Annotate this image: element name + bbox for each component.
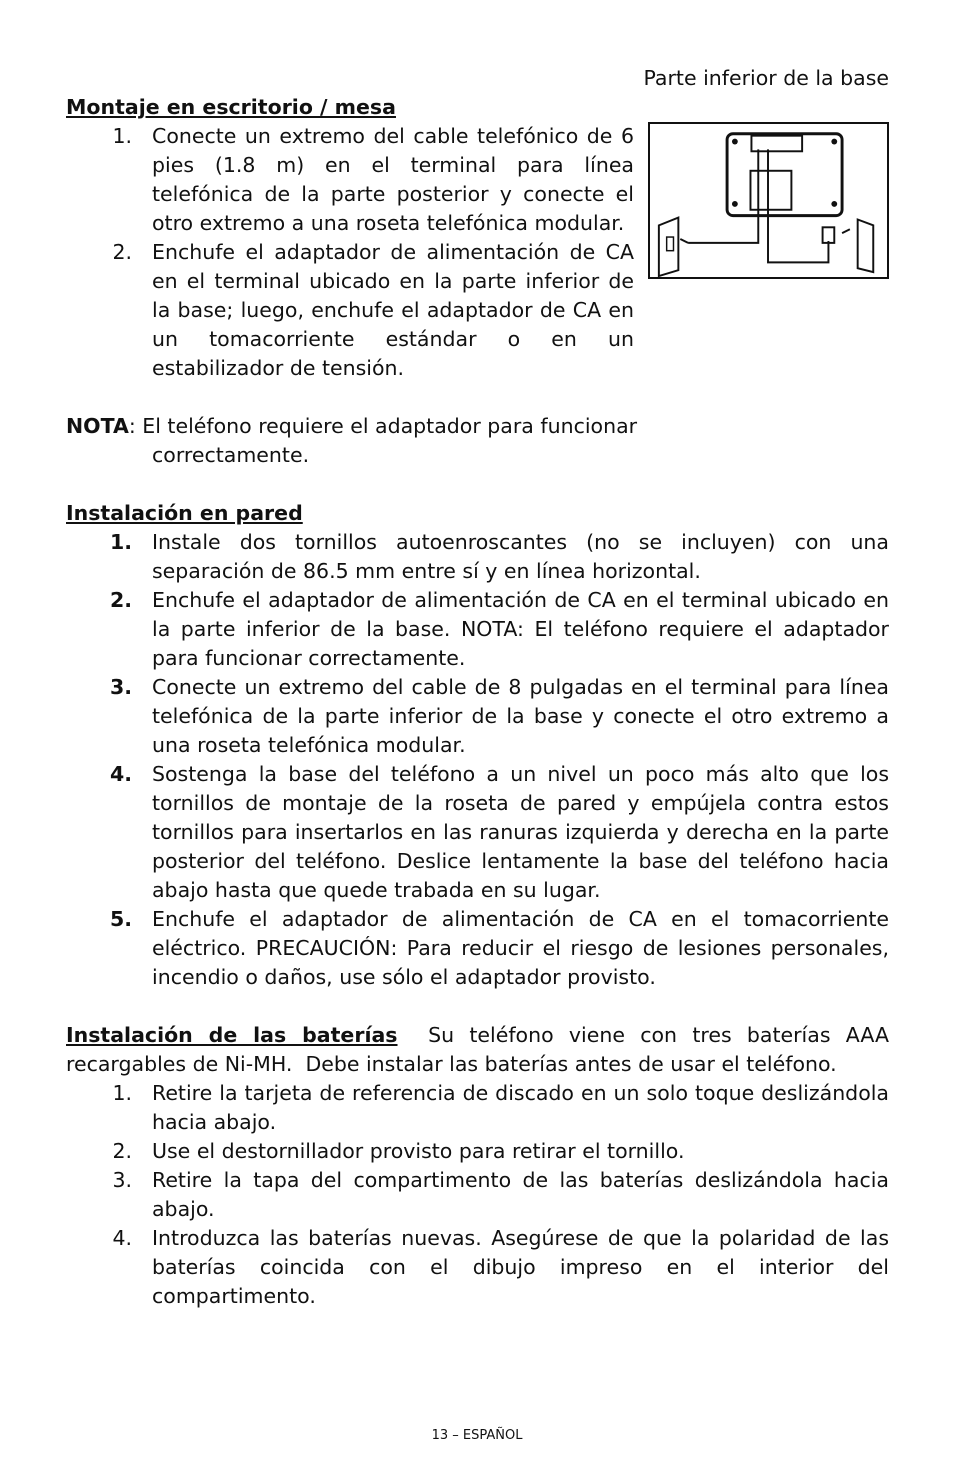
page-content: [66, 64, 896, 1311]
item-text: Use el destornillador provisto para retirar el tornillo.: [152, 1139, 685, 1163]
list-item: [66, 1137, 889, 1166]
item-number: 3.: [112, 1168, 132, 1192]
item-text: Sostenga la base del teléfono a un nivel un poco más alto que los tornillos de montaje de la roseta de pared y empújela contra estos tornillos para insertarlos en las ranuras izquierda y derecha en la parte posterior del teléfono. Deslice lentamente la base del teléfono hacia abajo hasta que quede trabada en su lugar.: [152, 762, 889, 902]
item-text: Conecte un extremo del cable telefónico de 6 pies (1.8 m) en el terminal para línea telefónica de la parte posterior y conecte el otro extremo a una roseta telefónica modular.: [152, 124, 634, 235]
item-number: 2.: [112, 1139, 132, 1163]
item-text: Retire la tapa del compartimento de las baterías deslizándola hacia abajo.: [152, 1168, 889, 1221]
item-number: 1.: [112, 124, 132, 148]
item-number: 5.: [109, 907, 132, 931]
battery-intro-paragraph: [66, 1021, 896, 1079]
page-footer: 13 – ESPAÑOL: [431, 1428, 523, 1443]
item-text: Introduzca las baterías nuevas. Asegúrese de que la polaridad de las baterías coincida con el dibujo impreso en el interior del compartimento.: [152, 1226, 889, 1308]
figure-caption: Parte inferior de la base: [643, 66, 889, 90]
list-item: [66, 1224, 889, 1311]
item-number: 3.: [109, 675, 132, 699]
item-number: 2.: [112, 240, 132, 264]
list-item: [66, 528, 889, 586]
list-item: [66, 673, 889, 760]
desk-mount-heading: Montaje en escritorio / mesa: [66, 95, 396, 119]
item-text: Conecte un extremo del cable de 8 pulgadas en el terminal para línea telefónica de la parte inferior de la base y conecte el otro extremo a una roseta telefónica modular.: [152, 675, 889, 757]
note-label: NOTA: [66, 414, 129, 438]
item-text: Instale dos tornillos autoenroscantes (no se incluyen) con una separación de 86.5 mm entre sí y en línea horizontal.: [152, 530, 889, 583]
item-text: Enchufe el adaptador de alimentación de CA en el tomacorriente eléctrico. PRECAUCIÓN: Para reducir el riesgo de lesiones personales, incendio o daños, use sólo el adaptador provisto.: [152, 907, 889, 989]
item-text: Enchufe el adaptador de alimentación de CA en el terminal ubicado en la parte inferior de la base. NOTA: El teléfono requiere el adaptador para funcionar correctamente.: [152, 588, 889, 670]
item-number: 4.: [109, 762, 132, 786]
item-number: 1.: [112, 1081, 132, 1105]
base-bottom-figure: [648, 122, 889, 279]
list-item: [66, 1166, 889, 1224]
item-text: Enchufe el adaptador de alimentación de CA en el terminal ubicado en la parte inferior de la base; luego, enchufe el adaptador de CA en un tomacorriente estándar o en un estabilizador de tensión.: [152, 240, 634, 380]
note-text: : El teléfono requiere el adaptador para funcionar: [128, 414, 638, 438]
wall-mount-list: [66, 528, 889, 992]
list-item: [66, 905, 889, 992]
item-text: Retire la tarjeta de referencia de discado en un solo toque deslizándola hacia abajo.: [152, 1081, 889, 1134]
item-number: 2.: [109, 588, 132, 612]
wall-mount-heading: Instalación en pared: [66, 501, 303, 525]
battery-intro-text: Su teléfono viene con tres baterías AAA recargables de Ni-MH. Debe instalar las baterías antes de usar el teléfono.: [66, 1023, 896, 1076]
list-item: [66, 122, 634, 238]
battery-heading: Instalación de las baterías: [66, 1023, 398, 1047]
list-item: [66, 760, 889, 905]
note-text-continued: correctamente.: [152, 443, 310, 467]
item-number: 4.: [112, 1226, 132, 1250]
list-item: [66, 238, 634, 383]
note-paragraph: [66, 412, 889, 441]
item-number: 1.: [109, 530, 132, 554]
battery-list: [66, 1079, 889, 1311]
list-item: [66, 586, 889, 673]
list-item: [66, 1079, 889, 1137]
